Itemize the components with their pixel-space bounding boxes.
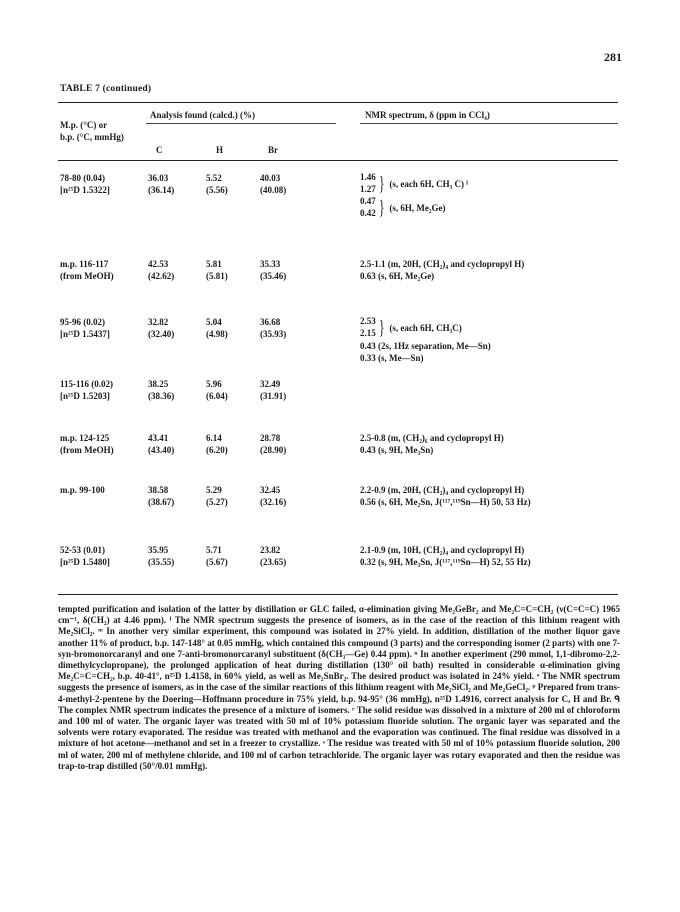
carbon-found: 38.58: [148, 485, 169, 495]
nmr-line: 0.43 (s, 9H, Me₃Sn): [360, 445, 434, 455]
hydrogen-found: 5.04: [206, 317, 222, 327]
nmr-line: 0.43 (2s, 1Hz separation, Me—Sn): [360, 341, 491, 351]
header-nmr-label: NMR spectrum, δ (ppm in CCl₄): [365, 110, 490, 120]
hydrogen-found: 5.81: [206, 259, 222, 269]
nmr-shift: 2.15: [360, 328, 376, 338]
carbon-calcd: (42.62): [148, 271, 175, 281]
mp-value: 78-80 (0.04): [60, 173, 105, 183]
table-row: [0, 484, 680, 532]
table-row: [0, 316, 680, 364]
mp-value: 95-96 (0.02): [60, 317, 105, 327]
mp-value: 52-53 (0.01): [60, 545, 105, 555]
nmr-shift: 0.42: [360, 208, 376, 218]
carbon-calcd: (36.14): [148, 185, 175, 195]
bromine-found: 35.33: [260, 259, 281, 269]
nmr-assignment: (s, each 6H, CH₃ C) ⁱ: [389, 179, 468, 189]
hydrogen-calcd: (5.56): [206, 185, 228, 195]
nmr-shift: 1.46: [360, 172, 376, 182]
table-bottom-rule: [58, 594, 618, 595]
carbon-found: 36.03: [148, 173, 169, 183]
recrystallization-solvent: (from MeOH): [60, 271, 114, 281]
footnote-paragraph: tempted purification and isolation of the latter by distillation or GLC failed, α-elimination giving Me₂GeBr₂ and Me₂C=C=CH₂ (ν(C=C=C) 1965 cm⁻¹, δ(CH₂) at 4.46 ppm). ⁱ The NMR spectrum suggests the presence of isomers, as in the case of the reaction of this lithium reagent with Me₂SiCl₂. ᵐ In another very similar experiment, this compound was isolated in 27% yield. In addition, distillation of the mother liquor gave another 11% of product, b.p. 147-148° at 0.05 mmHg, which contained this compound (3 parts) and the corresponding isomer (2 parts) with one 7-syn-bromonorcaranyl and one 7-anti-bromonorcaranyl substituent (δ(CH₃—Ge) 0.44 ppm). ⁿ In another experiment (290 mmol, 1,1-dibromo-2,2-dimethylcyclopropane), the prolonged application of heat during distillation (130° oil bath) resulted in considerable α-elimination giving Me₂C=C=CH₂, b.p. 40-41°, n²⁵D 1.4158, in 60% yield, as well as Me₂SnBr₂. The desired product was isolated in 24% yield. ᵒ The NMR spectrum suggests the presence of isomers, as in the case of the similar reactions of this lithium reagent with Me₂SiCl₂ and Me₂GeCl₂. ᵖ Prepared from trans-4-methyl-2-pentene by the Doering—Hoffmann procedure in 75% yield, b.p. 94-95° (36 mmHg), n²⁵D 1.4916, correct analysis for C, H and Br. ᑫ The complex NMR spectrum indicates the presence of a mixture of isomers. ʳ The solid residue was dissolved in a mixture of 200 ml of chloroform and 100 ml of water. The organic layer was treated with 50 ml of 10% potassium fluoride solution. The organic layer was separated and the solvents were rotary evaporated. The residue was treated with methanol and the evaporation was continued. The final residue was dissolved in a mixture of hot acetone—methanol and set in a freezer to crystallize. ˢ The residue was treated with 50 ml of 10% potassium fluoride solution, 200 ml of water, 200 ml of methylene chloride, and 100 ml of carbon tetrachloride. The organic layer was rotary evaporated and then the residue was trap-to-trap distilled (50°/0.01 mmHg).: [58, 604, 620, 771]
bromine-cell: [260, 172, 286, 196]
nmr-line: 0.32 (s, 9H, Me₃Sn, J(¹¹⁷,¹¹⁹Sn—H) 52, 55 Hz): [360, 557, 531, 567]
hydrogen-cell: [206, 544, 228, 568]
table-row: [0, 378, 680, 426]
nmr-cell: [360, 484, 531, 508]
nmr-brace-group: [360, 316, 491, 340]
hydrogen-calcd: (4.98): [206, 329, 228, 339]
header-mp-label-2: b.p. (°C, mmHg): [60, 132, 124, 142]
bromine-calcd: (35.46): [260, 271, 287, 281]
hydrogen-calcd: (5.81): [206, 271, 228, 281]
hydrogen-calcd: (6.04): [206, 391, 228, 401]
brace-icon: }: [378, 173, 385, 195]
hydrogen-found: 6.14: [206, 433, 222, 443]
nmr-line: 0.33 (s, Me—Sn): [360, 353, 424, 363]
nmr-line: 2.5-0.8 (m, (CH₂)₆ and cyclopropyl H): [360, 433, 504, 443]
mp-value: 115-116 (0.02): [60, 379, 113, 389]
table-title: TABLE 7 (continued): [60, 84, 152, 94]
bromine-cell: [260, 316, 286, 340]
hydrogen-found: 5.29: [206, 485, 222, 495]
nmr-line: 2.1-0.9 (m, 10H, (CH₂)₄ and cyclopropyl H): [360, 545, 525, 555]
nmr-line: 2.5-1.1 (m, 20H, (CH₂)₄ and cyclopropyl H): [360, 259, 525, 269]
bromine-cell: [260, 484, 286, 508]
recrystallization-solvent: (from MeOH): [60, 445, 114, 455]
hydrogen-cell: [206, 484, 228, 508]
mp-cell: [60, 484, 105, 496]
mp-cell: [60, 172, 110, 196]
nmr-assignment: (s, 6H, Me₂Ge): [389, 203, 446, 213]
nmr-line: 2.2-0.9 (m, 20H, (CH₂)₄ and cyclopropyl H): [360, 485, 525, 495]
page-number: 281: [604, 50, 622, 64]
table-row: [0, 432, 680, 480]
bromine-found: 40.03: [260, 173, 281, 183]
bromine-calcd: (40.08): [260, 185, 287, 195]
carbon-cell: [148, 316, 174, 340]
mp-cell: [60, 432, 114, 456]
bromine-calcd: (28.90): [260, 445, 287, 455]
bromine-calcd: (23.65): [260, 557, 287, 567]
bromine-cell: [260, 432, 286, 456]
analysis-subrule: [146, 123, 336, 124]
table-row: [0, 544, 680, 592]
carbon-cell: [148, 172, 174, 196]
hydrogen-found: 5.52: [206, 173, 222, 183]
carbon-calcd: (38.67): [148, 497, 175, 507]
refractive-index: [n²⁵D 1.5203]: [60, 391, 110, 401]
brace-icon: }: [378, 197, 385, 219]
bromine-found: 32.45: [260, 485, 281, 495]
mp-value: m.p. 99-100: [60, 485, 105, 495]
hydrogen-cell: [206, 172, 228, 196]
carbon-calcd: (38.36): [148, 391, 175, 401]
carbon-cell: [148, 378, 174, 402]
nmr-cell: [360, 544, 531, 568]
nmr-brace-group: [360, 172, 468, 196]
hydrogen-cell: [206, 258, 228, 282]
hydrogen-calcd: (5.27): [206, 497, 228, 507]
carbon-calcd: (35.55): [148, 557, 175, 567]
carbon-found: 38.25: [148, 379, 169, 389]
carbon-calcd: (43.40): [148, 445, 175, 455]
refractive-index: [n²⁵D 1.5322]: [60, 185, 110, 195]
carbon-found: 42.53: [148, 259, 169, 269]
carbon-cell: [148, 258, 174, 282]
bromine-found: 23.82: [260, 545, 281, 555]
hydrogen-cell: [206, 316, 228, 340]
bromine-calcd: (32.16): [260, 497, 287, 507]
nmr-shift: 2.53: [360, 316, 376, 326]
carbon-cell: [148, 544, 174, 568]
mp-value: m.p. 124-125: [60, 433, 110, 443]
bromine-found: 32.49: [260, 379, 281, 389]
carbon-found: 35.95: [148, 545, 169, 555]
mp-cell: [60, 378, 113, 402]
bromine-found: 28.78: [260, 433, 281, 443]
mp-cell: [60, 544, 110, 568]
carbon-calcd: (32.40): [148, 329, 175, 339]
table-footnotes: [58, 604, 620, 772]
carbon-found: 43.41: [148, 433, 169, 443]
header-analysis-label: Analysis found (calcd.) (%): [150, 110, 256, 120]
bromine-calcd: (31.91): [260, 391, 287, 401]
hydrogen-calcd: (5.67): [206, 557, 228, 567]
hydrogen-cell: [206, 432, 228, 456]
nmr-cell: [360, 172, 468, 220]
carbon-cell: [148, 484, 174, 508]
bromine-cell: [260, 378, 286, 402]
nmr-shift: 0.47: [360, 196, 376, 206]
hydrogen-found: 5.71: [206, 545, 222, 555]
table-row: [0, 258, 680, 306]
bromine-cell: [260, 258, 286, 282]
bromine-cell: [260, 544, 286, 568]
bromine-calcd: (35.93): [260, 329, 287, 339]
table-top-rule: [58, 102, 618, 103]
brace-icon: }: [378, 317, 385, 339]
nmr-cell: [360, 432, 504, 456]
header-mp-label-1: M.p. (°C) or: [60, 120, 108, 130]
refractive-index: [n²⁵D 1.5437]: [60, 329, 110, 339]
nmr-line: 0.63 (s, 6H, Me₂Ge): [360, 271, 435, 281]
table-row: [0, 172, 680, 220]
nmr-line: 0.56 (s, 6H, Me₂Sn, J(¹¹⁷,¹¹⁹Sn—H) 50, 53 Hz): [360, 497, 531, 507]
hydrogen-found: 5.96: [206, 379, 222, 389]
hydrogen-cell: [206, 378, 228, 402]
nmr-assignment: (s, each 6H, CH₃C): [389, 323, 462, 333]
nmr-shift: 1.27: [360, 184, 376, 194]
mp-cell: [60, 316, 110, 340]
header-col-br: Br: [268, 145, 278, 155]
nmr-cell: [360, 258, 524, 282]
nmr-brace-group: [360, 196, 468, 220]
carbon-found: 32.82: [148, 317, 169, 327]
nmr-subrule: [360, 123, 618, 124]
table-header-rule: [58, 160, 618, 161]
mp-cell: [60, 258, 114, 282]
carbon-cell: [148, 432, 174, 456]
header-col-c: C: [156, 145, 163, 155]
bromine-found: 36.68: [260, 317, 281, 327]
nmr-cell: [360, 316, 491, 364]
header-col-h: H: [216, 145, 224, 155]
mp-value: m.p. 116-117: [60, 259, 109, 269]
refractive-index: [n²⁵D 1.5480]: [60, 557, 110, 567]
hydrogen-calcd: (6.20): [206, 445, 228, 455]
